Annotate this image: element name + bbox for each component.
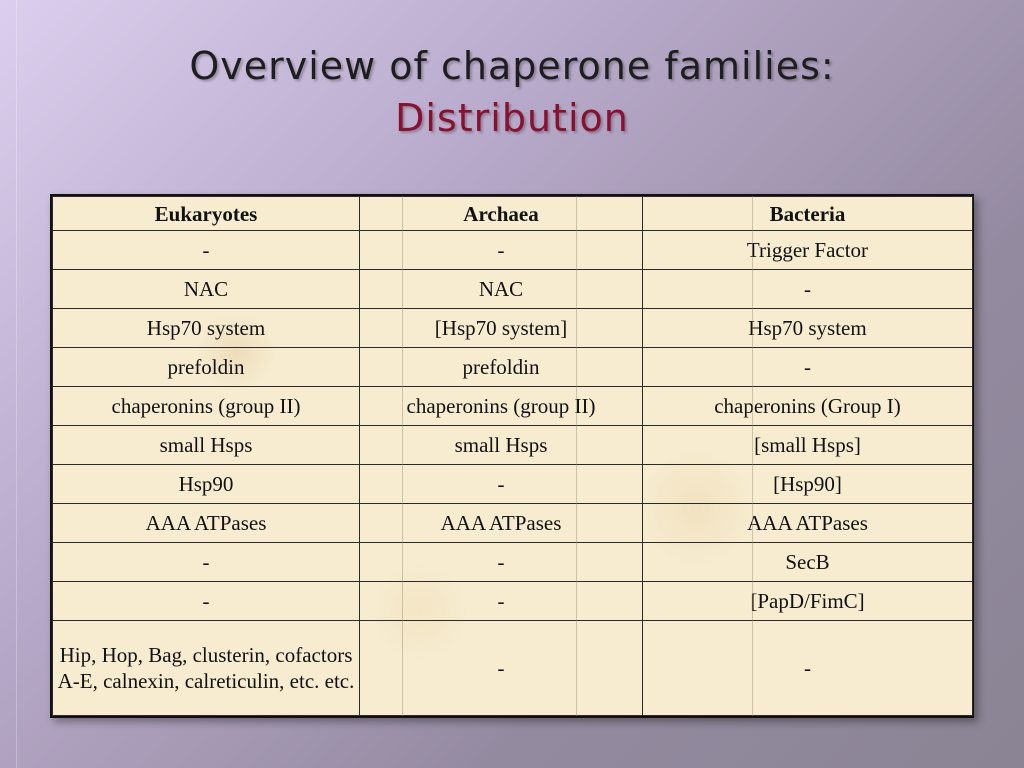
table-row xyxy=(53,426,973,465)
cell-eukaryotes: Hsp70 system xyxy=(53,309,360,348)
cell-eukaryotes: NAC xyxy=(53,270,360,309)
slide-title xyxy=(0,40,1024,144)
table-row xyxy=(53,270,973,309)
cell-archaea: - xyxy=(360,621,643,716)
cell-bacteria: Trigger Factor xyxy=(643,231,973,270)
cell-eukaryotes: - xyxy=(53,543,360,582)
cell-bacteria: [small Hsps] xyxy=(643,426,973,465)
title-line-1: Overview of chaperone families: xyxy=(189,44,835,88)
table-row xyxy=(53,309,973,348)
table-guide-line xyxy=(752,196,753,716)
cell-archaea: NAC xyxy=(360,270,643,309)
table-row xyxy=(53,348,973,387)
cell-bacteria: chaperonins (Group I) xyxy=(643,387,973,426)
header-bacteria: Bacteria xyxy=(643,197,973,231)
cell-bacteria: SecB xyxy=(643,543,973,582)
cell-eukaryotes: small Hsps xyxy=(53,426,360,465)
cell-archaea: small Hsps xyxy=(360,426,643,465)
cell-eukaryotes: chaperonins (group II) xyxy=(53,387,360,426)
table-guide-line xyxy=(576,196,577,716)
cell-eukaryotes: Hsp90 xyxy=(53,465,360,504)
cell-bacteria: [PapD/FimC] xyxy=(643,582,973,621)
cell-bacteria: Hsp70 system xyxy=(643,309,973,348)
cell-eukaryotes: AAA ATPases xyxy=(53,504,360,543)
cell-archaea: - xyxy=(360,465,643,504)
table-row xyxy=(53,582,973,621)
cell-bacteria: AAA ATPases xyxy=(643,504,973,543)
table-header-row xyxy=(53,197,973,231)
table-row xyxy=(53,504,973,543)
header-eukaryotes: Eukaryotes xyxy=(53,197,360,231)
cell-archaea: prefoldin xyxy=(360,348,643,387)
cell-archaea: - xyxy=(360,582,643,621)
table-guide-line xyxy=(402,196,403,716)
distribution-table xyxy=(52,196,973,716)
cell-bacteria: - xyxy=(643,270,973,309)
cell-archaea: AAA ATPases xyxy=(360,504,643,543)
title-line-2: Distribution xyxy=(395,96,629,140)
table-row xyxy=(53,465,973,504)
cell-archaea: - xyxy=(360,543,643,582)
table-row xyxy=(53,231,973,270)
cell-archaea: - xyxy=(360,231,643,270)
cell-eukaryotes: Hip, Hop, Bag, clusterin, cofactors A-E, calnexin, calreticulin, etc. etc. xyxy=(53,621,360,716)
header-archaea: Archaea xyxy=(360,197,643,231)
cell-eukaryotes: prefoldin xyxy=(53,348,360,387)
table-row xyxy=(53,387,973,426)
cell-archaea: [Hsp70 system] xyxy=(360,309,643,348)
cell-eukaryotes: - xyxy=(53,231,360,270)
table-row xyxy=(53,621,973,716)
cell-eukaryotes: - xyxy=(53,582,360,621)
cell-archaea: chaperonins (group II) xyxy=(360,387,643,426)
table-row xyxy=(53,543,973,582)
cell-bacteria: [Hsp90] xyxy=(643,465,973,504)
cell-bacteria: - xyxy=(643,621,973,716)
distribution-table-container xyxy=(50,194,974,718)
cell-bacteria: - xyxy=(643,348,973,387)
